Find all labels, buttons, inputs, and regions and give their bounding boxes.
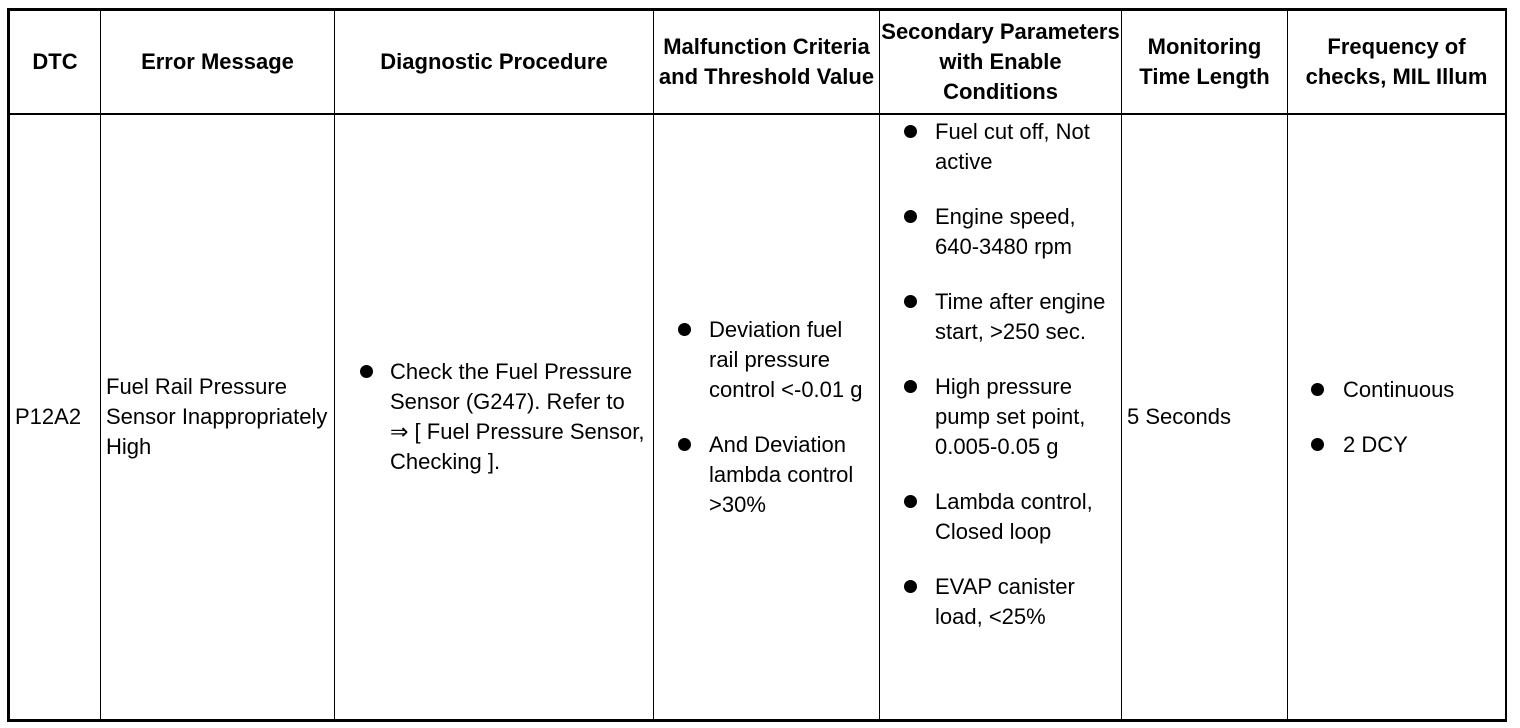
bullet-icon: [904, 210, 917, 223]
bullet-icon: [904, 295, 917, 308]
cell-error-message: Fuel Rail Pressure Sensor Inappropriately High: [101, 114, 335, 720]
list-item-text: Deviation fuel rail pressure control <-0.01 g: [709, 316, 863, 402]
list-item: [880, 287, 1121, 347]
bullet-icon: [904, 495, 917, 508]
list-item: [654, 315, 879, 405]
header-error-message: Error Message: [101, 11, 335, 115]
header-malfunction-criteria: Malfunction Criteria and Threshold Value: [654, 11, 880, 115]
bullet-icon: [360, 365, 373, 378]
cell-monitoring-time: 5 Seconds: [1122, 114, 1288, 720]
cell-frequency: [1288, 114, 1506, 720]
header-diagnostic-procedure: Diagnostic Procedure: [335, 11, 654, 115]
dtc-table: [9, 10, 1506, 720]
list-item: [880, 372, 1121, 462]
bullet-icon: [904, 125, 917, 138]
header-dtc: DTC: [10, 11, 101, 115]
header-monitoring-time: Monitoring Time Length: [1122, 11, 1288, 115]
header-frequency: Frequency of checks, MIL Illum: [1288, 11, 1506, 115]
cell-secondary-parameters: [880, 114, 1122, 720]
list-item: [880, 572, 1121, 632]
header-secondary-parameters: Secondary Parameters with Enable Conditions: [880, 11, 1122, 115]
list-item-text: And Deviation lambda control >30%: [709, 431, 854, 517]
list-item-text: High pressure pump set point, 0.005-0.05 g: [935, 374, 1086, 459]
header-row: [10, 11, 1506, 115]
list-item: [1288, 375, 1505, 405]
list-item-text: EVAP canister load, <25%: [935, 574, 1075, 629]
list-item-text: Check the Fuel Pressure Sensor (G247). Refer to ⇒ [ Fuel Pressure Sensor, Checking ].: [390, 359, 645, 474]
bullet-icon: [1311, 438, 1324, 451]
list-item-text: 2 DCY: [1343, 431, 1408, 457]
list-item: [880, 202, 1121, 262]
cell-dtc: P12A2: [10, 114, 101, 720]
list-item: [880, 487, 1121, 547]
bullet-icon: [678, 438, 691, 451]
list-item-text: Fuel cut off, Not active: [935, 119, 1090, 174]
list-item-text: Engine speed, 640-3480 rpm: [935, 204, 1076, 259]
bullet-icon: [678, 323, 691, 336]
list-item: [1288, 430, 1505, 460]
dtc-table-frame: [7, 8, 1507, 722]
list-item-text: Time after engine start, >250 sec.: [935, 289, 1106, 344]
bullet-icon: [904, 580, 917, 593]
list-item: [654, 430, 879, 520]
list-item-text: Lambda control, Closed loop: [935, 489, 1093, 544]
cell-malfunction-criteria: [654, 114, 880, 720]
cell-diagnostic-procedure: [335, 114, 654, 720]
table-row: [10, 114, 1506, 720]
list-item-text: Continuous: [1343, 376, 1455, 402]
bullet-icon: [1311, 383, 1324, 396]
list-item: [880, 117, 1121, 177]
list-item: [335, 357, 653, 477]
bullet-icon: [904, 380, 917, 393]
